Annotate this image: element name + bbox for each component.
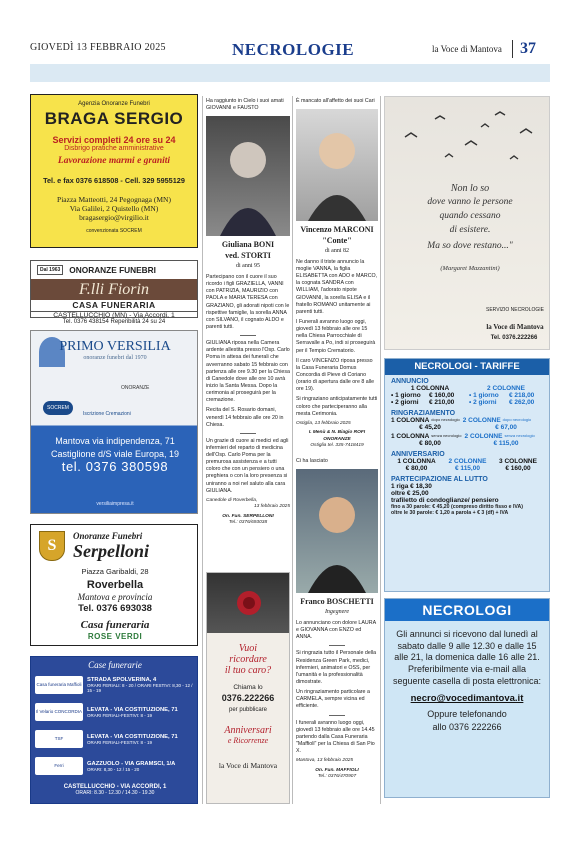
case-logo: Il Velario CONCORDIA: [35, 703, 83, 721]
case-logo: Ferri: [35, 757, 83, 775]
serpelloni-of: Onoranze Funebri: [73, 531, 143, 541]
divider: [240, 433, 256, 434]
versilia-addresses: [31, 435, 199, 461]
obit-p2: Si ringrazia tutto il Personale della Residenza Green Park, medici, infermieri, animatori e OSS, per l'umanità e la professionalità dimostrate.: [296, 650, 377, 686]
tariff-cell: 1 COLONNA: [391, 417, 430, 424]
braga-marble: Lavorazione marmi e graniti: [57, 156, 171, 166]
serpelloni-phone: Tel. 0376 693038: [78, 603, 152, 614]
tariff-l1: 1 riga € 18,30: [391, 483, 432, 490]
case-row[interactable]: [35, 727, 195, 751]
obit-nick: "Conte": [322, 235, 352, 245]
obit-date: Mantova, 13 febbraio 2025: [296, 758, 354, 764]
case-street: GAZZUOLO - VIA GRAMSCI, 1/A: [87, 760, 176, 767]
braga-service: Servizi completi 24 ore su 24: [52, 135, 176, 145]
page-title: NECROLOGIE: [232, 40, 355, 59]
tariff-cell: € 80,00: [419, 440, 441, 447]
tariff-cell: 2 COLONNE: [464, 433, 503, 440]
tariff-cell: € 160,00: [429, 392, 455, 399]
obit-p2: I Funerali avranno luogo oggi, giovedì 13 febbraio alle ore 15 nella Chiesa Parrocchiale di Serravalle a Po, indi si proseguirà per il Tempio Crematorio.: [296, 318, 376, 354]
obit-p3: Un ringraziamento particolare a CARMELA, sempre vicina ed efficiente.: [296, 689, 370, 710]
quote-line1: Non lo so: [450, 183, 490, 194]
ricorda-q2: ricordare: [229, 654, 267, 665]
tariff-row: [391, 433, 543, 440]
tariff-cell: 2 COLONNE: [462, 417, 501, 424]
tariff-cell: dopo necrologio: [431, 417, 460, 422]
fiorin-since: Dal 1963: [37, 265, 63, 275]
quote-line3: quando cessano: [439, 211, 501, 221]
tariff-row: [391, 399, 543, 406]
obit-agency: On. Fun. SERPELLONI: [222, 513, 274, 519]
paper-name: la Voce di Mantova: [432, 44, 502, 54]
tariff-cell: 1 COLONNA: [391, 433, 430, 440]
tariff-cell: € 45,20: [419, 424, 441, 431]
ad-braga-sergio[interactable]: [30, 94, 198, 248]
obituary-boschetti: [296, 458, 378, 781]
obit-tel: Tel.: 0376/693038: [228, 520, 268, 526]
ricorda-call: Chiama lo: [233, 684, 263, 691]
obit-photo: [296, 469, 378, 593]
tariff-cell: • 2 giorni: [391, 399, 419, 406]
ad-fiorin[interactable]: [30, 260, 198, 325]
case-info: [83, 677, 195, 693]
braga-agency: Agenzia Onoranze Funebri: [78, 101, 150, 107]
tariff-cell: € 218,00: [509, 392, 535, 399]
obit-p1: Partecipano con il cuore il suo ricordo i figli GRAZIELLA, VANNI con PATRIZIA, MAURIZIO con PAOLA e MARIA TERESA con GRAZIANO, gli adorati nipoti con le rispettive famiglie, la sorella ANNA con SILVANO, il cognato ALDO e parenti tutti.: [206, 273, 290, 330]
case-street: STRADA SPOLVERINA, 4: [87, 677, 157, 683]
ricorda-ric: e Ricorrenze: [227, 736, 269, 745]
obit-agency: I. Menù & N. Biagio ROFI ONORANZE: [308, 430, 366, 442]
tariff-box: [384, 358, 550, 592]
tariff-cell: senza necrologio: [431, 433, 462, 438]
fiorin-top: [31, 261, 197, 279]
versilia-line1: Mantova via indipendenza, 71: [55, 436, 175, 446]
column-divider: [380, 96, 381, 804]
header-band: [30, 64, 550, 82]
serpelloni-name: Serpelloni: [73, 541, 150, 561]
obit-name: Vincenzo MARCONI: [300, 225, 374, 235]
obituary-marconi: [296, 98, 378, 450]
versilia-iscrizione: Iscrizione Cremazioni: [83, 411, 131, 417]
obit-p3: Il caro VINCENZO riposa presso la Casa Funeraria Domus Concordia di Pieve di Coriano (orario di apertura dalle ore 8 alle ore 19).: [296, 357, 375, 393]
versilia-phone: tel. 0376 380598: [61, 459, 169, 474]
tariff-cell: 3 COLONNE: [499, 458, 537, 465]
ricorda-title: [207, 643, 289, 676]
obit-role: Ingegnere: [324, 608, 350, 615]
portrait-icon: [296, 469, 378, 593]
case-street: LEVATA - VIA COSTITUZIONE, 71: [87, 706, 178, 713]
braga-email[interactable]: bragasergio@virgilio.it: [79, 213, 149, 222]
divider: [329, 715, 345, 716]
case-row[interactable]: [35, 673, 195, 697]
braga-footer: convenzionata SOCREM: [86, 228, 142, 234]
obit-p4: Si ringraziano anticipatamente tutti coloro che parteciperanno alla mesta Cerimonia.: [296, 396, 378, 417]
versilia-title: [31, 339, 199, 361]
tariff-cell: € 80,00: [405, 465, 428, 472]
case-logo: TSF: [35, 730, 83, 748]
necbox-phone: [385, 708, 549, 732]
tariff-row: [391, 417, 543, 424]
fiorin-phone: Tel. 0376 438154 Reperibilità 24 su 24: [62, 319, 166, 325]
tariff-row: [391, 465, 543, 472]
tariff-row: [391, 440, 543, 447]
tariff-l4: fino a 30 parole: € 45,20 (compreso diritto fisso e IVA): [391, 504, 523, 510]
column-divider: [292, 96, 293, 804]
obituary-boni: [206, 98, 290, 527]
fiorin-name: F.lli Fiorin: [31, 279, 197, 300]
obit-photo: [296, 109, 378, 221]
header-divider: [512, 40, 513, 58]
ad-quote-poster[interactable]: [384, 96, 550, 350]
tariff-row: [391, 458, 543, 465]
versilia-web[interactable]: versiliaimpresa.it: [96, 501, 134, 507]
tariff-cell: € 210,00: [429, 399, 455, 406]
obit-p1: Ne danno il triste annuncio la moglie VANNA, la figlia ELISABETTA con ADO e MARCO, la cognata SANDRA con WILLIAM, l'adorato nipote GIOVANNI, la sorella ELISA e il fratello ROMANO unitamente ai parenti tutti.: [296, 258, 378, 315]
ad-case-funerarie[interactable]: [30, 656, 198, 804]
obit-intro: Ha raggiunto in Cielo i suoi amati GIOVANNI e FAUSTO: [206, 98, 284, 112]
obit-name: Franco BOSCHETTI: [300, 597, 374, 607]
obit-p1: Lo annunciano con dolore LAURA e GIOVANNA con ENZO ed ANNA.: [296, 620, 376, 641]
obit-age: di anni 82: [325, 247, 349, 254]
rose-icon: [207, 573, 291, 633]
tariff-l2: oltre € 25,00: [391, 490, 429, 497]
versilia-onoranze: ONORANZE: [121, 385, 150, 391]
case-hours: ORARI FERIALI-FESTIVI: 8 - 19: [87, 739, 153, 745]
braga-phone: Tel. e fax 0376 618508 - Cell. 329 5955129: [43, 176, 185, 185]
versilia-name: PRIMO VERSILIA: [59, 339, 171, 354]
ad-serpelloni[interactable]: [30, 524, 198, 646]
necbox-phone1: Oppure telefonando: [427, 709, 507, 720]
obit-name2: ved. STORTI: [225, 251, 271, 261]
braga-address-2: Via Galilei, 2 Quistello (MN): [69, 204, 159, 213]
fiorin-location: CASTELLUCCHIO (MN) - Via Accordi, 1: [31, 311, 197, 319]
case-title: Case funerarie: [88, 660, 142, 670]
obit-p4: I funerali avranno luogo oggi, giovedì 13 febbraio alle ore 14.45 partendo dalla Casa Funeraria "Maffioli" per la Chiesa di San Pio X.: [296, 719, 375, 755]
portrait-icon: [296, 109, 378, 221]
tariff-ringr: RINGRAZIAMENTO: [391, 410, 456, 417]
tariff-cell: 1 COLONNA: [410, 385, 450, 392]
quote-line4: di esistere.: [449, 225, 491, 235]
case-hours: ORARI FERIALI-FESTIVI: 8 - 19: [87, 712, 153, 718]
column-divider: [202, 96, 203, 804]
obit-p3: Recita del S. Rosario domani, venerdì 14 febbraio alle ore 20 in Chiesa.: [206, 407, 284, 428]
tariff-row: [391, 424, 543, 431]
case-last-hours: ORARI: 8.30 - 12.30 / 14.30 - 19.30: [75, 790, 155, 796]
tariff-cell: € 115,00: [493, 440, 519, 447]
case-hours: ORARI FERIALI: 8 - 20 / ORARI FESTIVI: 8,30 - 12 / 15 - 19: [87, 683, 193, 693]
tariff-cell: € 115,00: [455, 465, 480, 472]
case-row[interactable]: [35, 700, 195, 724]
tariff-l3: trafiletto di condoglianze/ pensiero: [391, 497, 499, 504]
obit-tel: Ostiglia tel. 335-7418419: [310, 443, 364, 449]
quote-line2: dove vanno le persone: [427, 197, 513, 207]
tariff-cell: € 262,00: [509, 399, 535, 406]
obit-p2: GIULIANA riposa nella Camera ardente allestita presso l'Osp. Carlo Poma in attesa dei funerali che avverranno sabato 15 febbraio con partenza alle ore 9.30 per la Chiesa di Canedole dove alle ore 10 avrà inizio la Santa Messa. Dopo la cerimonia al proseguirà per la cremazione.: [206, 340, 290, 404]
versilia-sub: onoranze funebri dal 1970: [83, 355, 147, 361]
braga-name: BRAGA SERGIO: [44, 109, 184, 128]
obit-intro: Ci ha lasciato: [296, 458, 328, 464]
tariff-cell: • 1 giorno: [391, 392, 421, 399]
tariff-row: [391, 385, 543, 392]
poster-service: SERVIZIO NECROLOGIE: [486, 307, 544, 313]
braga-address: [31, 195, 197, 222]
obit-p4: Un grazie di cuore ai medici ed agli infermieri del reparto di medicina dell'Osp. Carlo Poma per la premurosa assistenza e a tutti coloro che con un pensiero o una preghiera o con la loro presenza si uniranno a noi nel saluto alla cara GIULIANA.: [206, 437, 289, 494]
serpelloni-area: Mantova e provincia: [77, 592, 153, 602]
obit-photo: [206, 116, 290, 236]
tariff-cell: 2 COLONNE: [448, 458, 487, 465]
necbox-email-link[interactable]: necro@vocedimantova.it: [410, 693, 524, 705]
obit-tel: Tel.: 0376/470907: [317, 774, 357, 780]
fiorin-title: ONORANZE FUNEBRI: [69, 265, 156, 275]
ricorda-q3: il tuo caro?: [224, 665, 272, 676]
ricorda-publish: per pubblicare: [228, 707, 268, 713]
tariff-cell: € 67,00: [495, 424, 517, 431]
ad-primo-versilia[interactable]: [30, 330, 198, 514]
ricorda-phone: 0376.222266: [221, 693, 275, 703]
birds-icon: [385, 97, 551, 177]
serpelloni-cf: Casa funeraria: [80, 619, 150, 631]
ad-ricorda[interactable]: [206, 572, 290, 804]
rose-image: [207, 573, 289, 633]
braga-disbrigo: Disbrigo pratiche amministrative: [64, 145, 164, 152]
serpelloni-piazza: Piazza Garibaldi, 28: [81, 567, 149, 576]
case-hours: ORARI: 8,30 - 12 / 15 - 20: [87, 766, 140, 772]
tariff-anniv: ANNIVERSARIO: [391, 451, 445, 458]
tariff-lutto: PARTECIPAZIONE AL LUTTO: [391, 476, 488, 483]
tariff-l5: oltre le 30 parole: € 1,20 a parola + € 3 (df) + IVA: [391, 510, 509, 516]
divider: [329, 645, 345, 646]
obit-intro: È mancato all'affetto dei suoi Cari: [296, 98, 375, 104]
versilia-line2: Castiglione d/S viale Europa, 19: [50, 449, 180, 460]
poster-tel: Tel. 0376.222266: [490, 335, 538, 341]
tariff-cell: • 1 giorno: [469, 392, 499, 399]
obit-name: Giuliana BONI: [221, 240, 275, 250]
ricorda-brand: la Voce di Mantova: [218, 761, 278, 770]
case-row[interactable]: [35, 754, 195, 778]
obit-date: Ostiglia, 13 febbraio 2025: [296, 420, 351, 426]
case-info: [83, 761, 195, 772]
case-info: [83, 734, 195, 745]
poster-brand: la Voce di Mantova: [486, 323, 544, 331]
serpelloni-crest-icon: S: [39, 531, 65, 561]
tariff-cell: • 2 giorni: [469, 399, 497, 406]
obit-agency: On. Fun. MAFFIOLI: [315, 767, 359, 773]
necbox-phone2: allo 0376 222266: [432, 721, 502, 732]
necrologi-info-box: [384, 598, 550, 798]
case-last: [31, 784, 199, 796]
ricorda-ann: Anniversari: [224, 725, 272, 736]
necbox-title: NECROLOGI: [385, 599, 549, 621]
page-number: 37: [520, 40, 536, 57]
obit-age: di anni 95: [236, 262, 260, 269]
tariff-title: NECROLOGI - TARIFFE: [385, 359, 549, 375]
tariff-cell: € 160,00: [505, 465, 531, 472]
divider: [240, 335, 256, 336]
obit-date: 13 febbraio 2025: [253, 504, 290, 510]
quote-line5: Ma so dove restano...": [427, 241, 513, 251]
ricorda-q1: Vuoi: [238, 643, 258, 654]
obit-place: Canedole di Roverbella,: [206, 497, 258, 503]
braga-address-1: Piazza Matteotti, 24 Pegognaga (MN): [57, 195, 171, 204]
quote-author: (Margaret Mazzantini): [440, 265, 500, 272]
tariff-annuncio: ANNUNCIO: [391, 378, 429, 385]
versilia-socrem: SOCREM: [43, 401, 73, 415]
fiorin-subtitle: CASA FUNERARIA: [72, 300, 156, 310]
serpelloni-town: Roverbella: [86, 579, 144, 591]
case-info: [83, 707, 195, 718]
case-logo: Casa funeraria Maffioli: [35, 676, 83, 694]
case-street: LEVATA - VIA COSTITUZIONE, 71: [87, 733, 178, 740]
case-last-street: CASTELLUCCHIO - VIA ACCORDI, 1: [63, 784, 167, 790]
portrait-icon: [206, 116, 290, 236]
tariff-row: [391, 392, 543, 399]
tariff-cell: 2 COLONNE: [487, 385, 525, 392]
necbox-text: Gli annunci si ricevono dal lunedì al sabato dalle 9 alle 12.30 e dalle 15 alle 21, la domenica dalle 16 alle 21. Preferibilmente via e-mail alla seguente casella di posta elettronica:: [392, 629, 542, 686]
tariff-cell: senza necrologio: [504, 433, 535, 438]
tariff-cell: 1 COLONNA: [397, 458, 436, 465]
header-date: GIOVEDÌ 13 FEBBRAIO 2025: [30, 42, 166, 53]
serpelloni-rv: ROSE VERDI: [87, 632, 143, 641]
tariff-cell: dopo necrologio: [502, 417, 532, 422]
